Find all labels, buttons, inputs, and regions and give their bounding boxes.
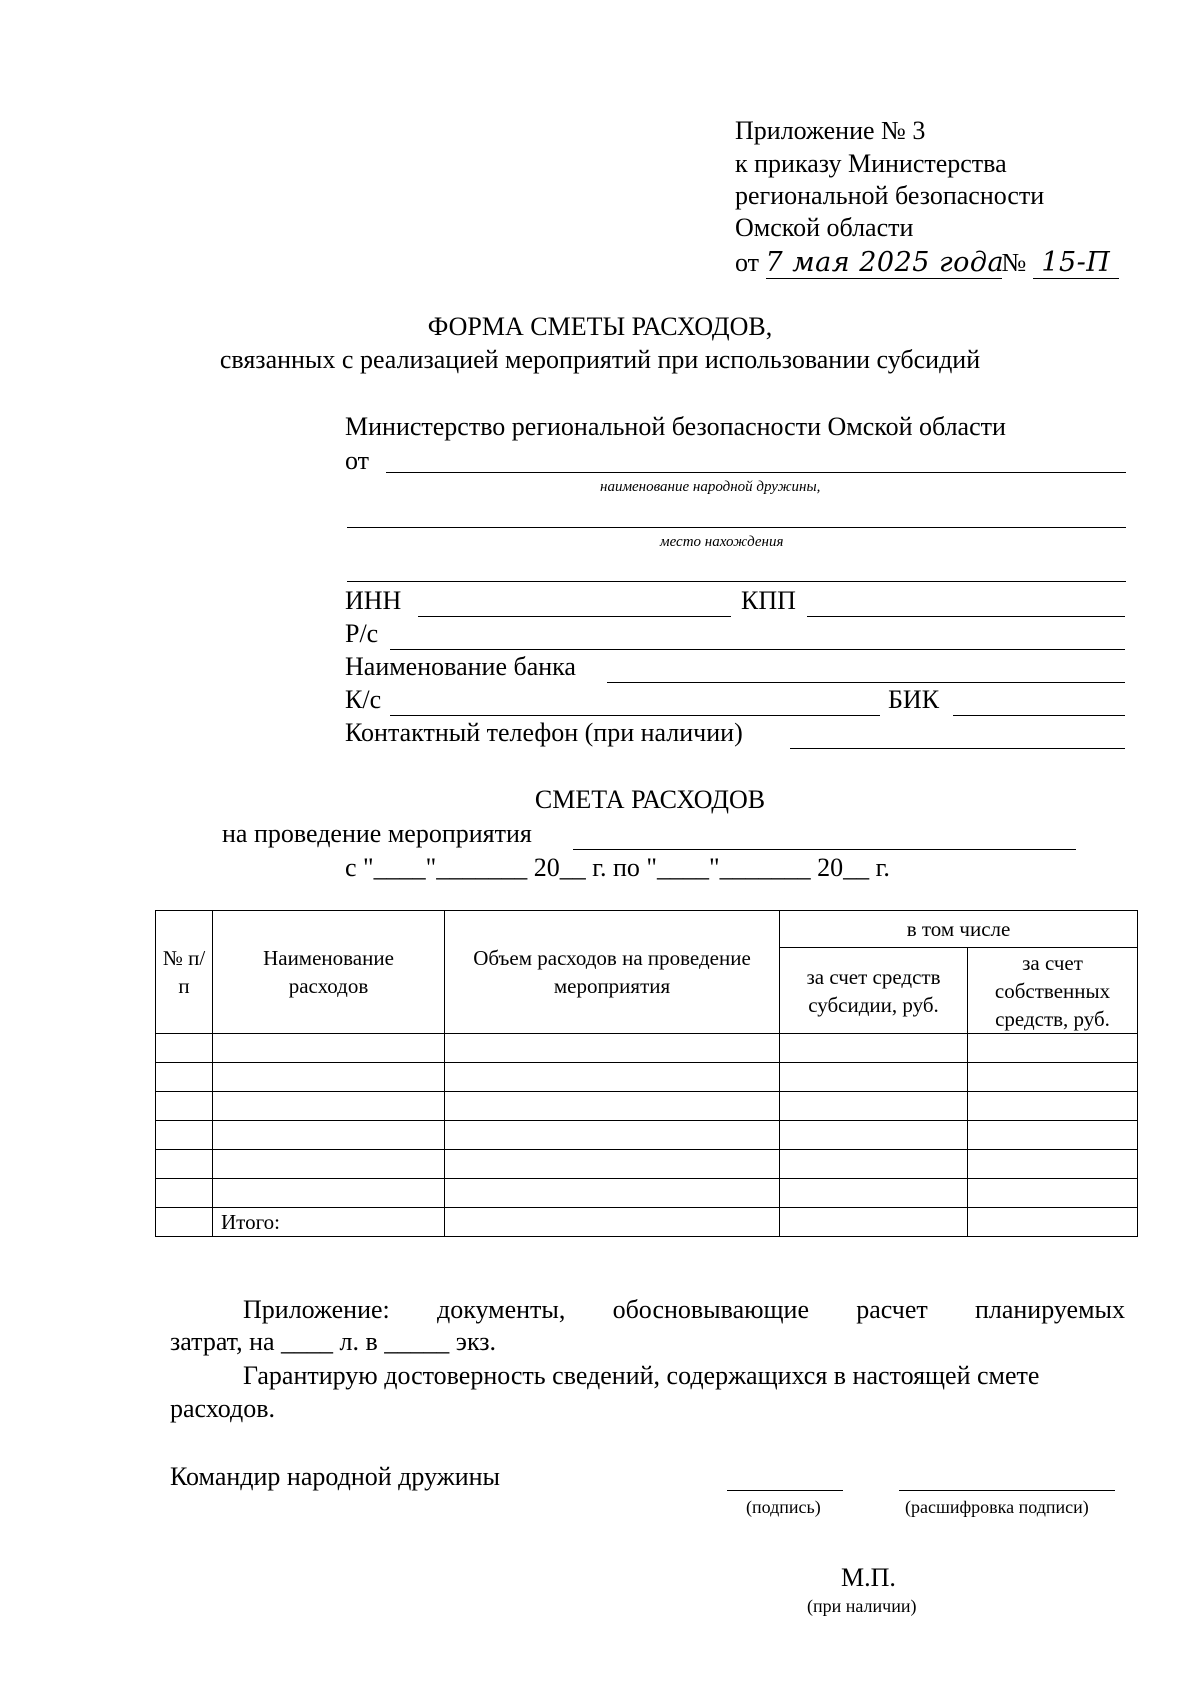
period-line: с "____"_______ 20__ г. по "____"_______ 20__ г. [345, 853, 890, 882]
ks-field-line[interactable] [390, 715, 880, 716]
cell[interactable] [213, 1150, 445, 1179]
cell[interactable] [156, 1208, 213, 1237]
header-including: в том числе [780, 911, 1138, 948]
cell[interactable] [445, 1121, 780, 1150]
cell[interactable] [780, 1092, 968, 1121]
inn-field-line[interactable] [418, 616, 731, 617]
location-field-line[interactable] [347, 527, 1126, 528]
estimate-title: СМЕТА РАСХОДОВ [534, 785, 766, 814]
cell[interactable] [780, 1121, 968, 1150]
table-row [156, 1063, 1138, 1092]
header-volume: Объем расходов на проведение мероприятия [445, 911, 780, 1034]
cell[interactable] [156, 1179, 213, 1208]
number-prefix: № [1001, 248, 1027, 277]
form-title: ФОРМА СМЕТЫ РАСХОДОВ, [427, 312, 773, 341]
total-label: Итого: [213, 1208, 445, 1237]
guarantee-line-2: расходов. [170, 1394, 276, 1423]
cell[interactable] [780, 1150, 968, 1179]
attachment-line-1: Приложение: документы, обосновывающие расчет планируемых [243, 1295, 1125, 1324]
cell[interactable] [213, 1063, 445, 1092]
stamp-label: М.П. [841, 1563, 896, 1592]
signature-hint: (подпись) [746, 1497, 821, 1517]
appendix-line-4: Омской области [735, 213, 914, 242]
header-num: № п/п [156, 911, 213, 1034]
cell[interactable] [213, 1034, 445, 1063]
location-field-line-2[interactable] [347, 581, 1126, 582]
recipient-ministry: Министерство региональной безопасности Омской области [345, 412, 1006, 441]
header-subsidy: за счет средств субсидии, руб. [780, 948, 968, 1034]
cell[interactable] [780, 1179, 968, 1208]
cell[interactable] [156, 1092, 213, 1121]
from-label: от [345, 446, 370, 475]
appendix-line-1: Приложение № 3 [735, 116, 926, 145]
header-own: за счет собственных средств, руб. [968, 948, 1138, 1034]
kpp-label: КПП [741, 586, 796, 615]
cell[interactable] [156, 1034, 213, 1063]
cell[interactable] [968, 1208, 1138, 1237]
signature-decode-line[interactable] [899, 1490, 1115, 1491]
phone-field-line[interactable] [790, 748, 1125, 749]
name-hint: наименование народной дружины, [600, 479, 821, 495]
cell[interactable] [156, 1063, 213, 1092]
cell[interactable] [968, 1063, 1138, 1092]
cell[interactable] [156, 1150, 213, 1179]
cell[interactable] [445, 1150, 780, 1179]
attachment-line-2: затрат, на ____ л. в _____ экз. [170, 1327, 497, 1356]
appendix-line-2: к приказу Министерства [735, 149, 1007, 178]
appendix-date-row [735, 247, 1119, 279]
name-field-line[interactable] [386, 472, 1126, 473]
stamp-hint: (при наличии) [807, 1596, 917, 1616]
date-prefix: от [735, 248, 760, 277]
header-name: Наименование расходов [213, 911, 445, 1034]
signature-decode-hint: (расшифровка подписи) [905, 1497, 1089, 1517]
cell[interactable] [445, 1063, 780, 1092]
event-field-line[interactable] [573, 849, 1076, 850]
inn-label: ИНН [345, 586, 402, 615]
event-label: на проведение мероприятия [222, 819, 532, 848]
table-row [156, 1179, 1138, 1208]
table-row [156, 1034, 1138, 1063]
table-row [156, 1150, 1138, 1179]
appendix-line-3: региональной безопасности [735, 181, 1045, 210]
cell[interactable] [780, 1034, 968, 1063]
cell[interactable] [968, 1179, 1138, 1208]
cell[interactable] [213, 1179, 445, 1208]
form-subtitle: связанных с реализацией мероприятий при использовании субсидий [219, 345, 981, 374]
table-row [156, 1092, 1138, 1121]
location-hint: место нахождения [660, 534, 784, 550]
cell[interactable] [780, 1063, 968, 1092]
cell[interactable] [780, 1208, 968, 1237]
cell[interactable] [445, 1034, 780, 1063]
table-row-total [156, 1208, 1138, 1237]
cell[interactable] [445, 1208, 780, 1237]
kpp-field-line[interactable] [807, 616, 1125, 617]
bik-label: БИК [888, 685, 940, 714]
phone-label: Контактный телефон (при наличии) [345, 718, 743, 747]
cell[interactable] [213, 1092, 445, 1121]
table-row [156, 1121, 1138, 1150]
cell[interactable] [445, 1179, 780, 1208]
commander-label: Командир народной дружины [170, 1462, 500, 1491]
handwritten-number: 15-П [1033, 247, 1119, 279]
ks-label: К/с [345, 685, 382, 714]
bik-field-line[interactable] [953, 715, 1125, 716]
rs-label: Р/с [345, 619, 379, 648]
cell[interactable] [968, 1092, 1138, 1121]
estimate-table [155, 910, 1138, 1237]
cell[interactable] [445, 1092, 780, 1121]
handwritten-date: 7 мая 2025 года [765, 247, 1005, 278]
cell[interactable] [156, 1121, 213, 1150]
guarantee-line-1: Гарантирую достоверность сведений, содержащихся в настоящей смете [243, 1361, 1040, 1390]
rs-field-line[interactable] [390, 649, 1125, 650]
bank-field-line[interactable] [607, 682, 1125, 683]
bank-label: Наименование банка [345, 652, 576, 681]
cell[interactable] [968, 1034, 1138, 1063]
signature-line[interactable] [727, 1490, 843, 1491]
cell[interactable] [968, 1150, 1138, 1179]
cell[interactable] [968, 1121, 1138, 1150]
cell[interactable] [213, 1121, 445, 1150]
